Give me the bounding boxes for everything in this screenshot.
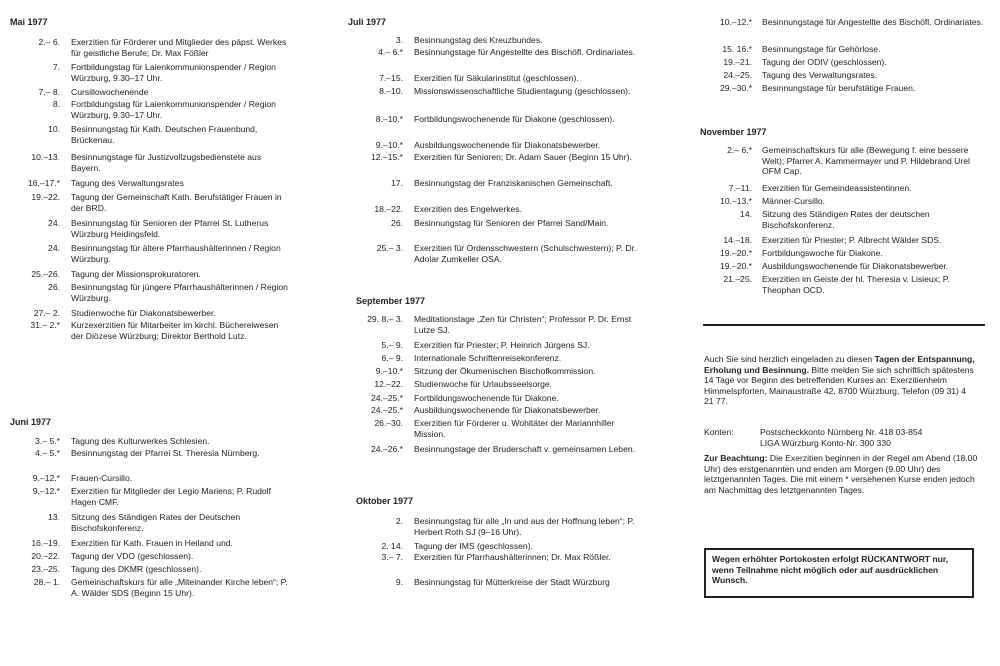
entry-text: Tagung des Verwaltungsrates	[71, 178, 184, 188]
note-label: Zur Beachtung:	[704, 453, 768, 463]
entry-text: Exerzitien für Ordensschwestern (Schulschwestern); P. Dr. Adolar Zumkeller OSA.	[414, 243, 637, 264]
entry-text: Studienwoche für Diakonatsbewerber.	[71, 308, 216, 318]
entry-date: 10.–13.*	[719, 196, 752, 206]
entry-date: 8.–10.*	[375, 114, 403, 124]
entry-text: Besinnungstag für alle „In und aus der Hoffnung leben“; P. Herbert Roth SJ (9–16 Uhr).	[414, 516, 635, 537]
entry-text: Tagung der ODIV (geschlossen).	[762, 57, 887, 67]
entry-date: 9.–12.*	[32, 473, 60, 483]
entry-date: 2. 14.	[381, 541, 403, 551]
entry-date: 15. 16.*	[722, 44, 752, 54]
entry-text: Besinnungstag der Franziskanischen Gemeinschaft.	[414, 178, 613, 188]
entry-date: 6.– 9.	[381, 353, 403, 363]
entry-text: Tagung des DKMR (geschlossen).	[71, 564, 202, 574]
section-divider	[703, 324, 985, 326]
entry-date: 16.–17.*	[27, 178, 60, 188]
entry-text: Besinnungstag für Senioren der Pfarrei Sand/Main.	[414, 218, 609, 228]
entry-date: 9.–12.*	[32, 486, 60, 496]
note-body: Die Exerzitien beginnen in der Regel am Abend (18.00 Uhr) des erstgenannten und enden am Morgen (9.00 Uhr) des letztgenannten Tages. Die mit einem * versehenen Kurse enden jedoch am Nachmittag des letztgenannten Tages.	[704, 453, 978, 495]
entry-text: Tagung der VDO (geschlossen).	[71, 551, 194, 561]
invitation-paragraph	[704, 354, 978, 407]
entry-text: Männer-Cursillo.	[762, 196, 826, 206]
entry-text: Exerzitien für Priester; P. Albrecht Wälder SDS.	[762, 235, 942, 245]
entry-text: Ausbildungswochenende für Diakonatsbewerber.	[414, 405, 601, 415]
entry-date: 12.–22.	[374, 379, 403, 389]
entry-text: Besinnungstage der Bruderschaft v. gemeinsamen Leben.	[414, 444, 636, 454]
entry-text: Besinnungstag der Pfarrei St. Theresia Nürnberg.	[71, 448, 260, 458]
entry-text: Missionswissenschaftliche Studientagung (geschlossen).	[414, 86, 631, 96]
entry-date: 14.–18.	[723, 235, 752, 245]
account-label: Konten:	[704, 427, 734, 437]
entry-text: Exerzitien für Mitglieder der Legio Mariens; P. Rudolf Hagen CMF.	[71, 486, 271, 507]
entry-text: Sitzung der Ökumenischen Bischofkommission.	[414, 366, 596, 376]
entry-date: 26.–30.	[374, 418, 403, 428]
month-heading: Mai 1977	[10, 17, 48, 27]
entry-date: 24.–25.	[723, 70, 752, 80]
entry-text: Internationale Schriftenreisekonferenz.	[414, 353, 562, 363]
entry-date: 24.–25.*	[370, 393, 403, 403]
entry-text: Fortbildungstag für Laienkommunionspender / Region Würzburg, 9.30–17 Uhr.	[71, 99, 276, 120]
entry-date: 24.	[48, 243, 60, 253]
entry-date: 2.– 6.	[38, 37, 60, 47]
entry-date: 3.	[395, 35, 403, 45]
entry-text: Exerzitien für Kath. Frauen in Heiland und.	[71, 538, 233, 548]
entry-text: Tagung des Kulturwerkes Schlesien.	[71, 436, 210, 446]
entry-date: 7.–11.	[728, 183, 752, 193]
invitation-lead: Auch Sie sind herzlich eingeladen zu diesen	[704, 354, 873, 364]
entry-text: Ausbildungswochenende für Diakonatsbewerber.	[414, 140, 601, 150]
entry-text: Fortbildungswochenende für Diakone (geschlossen).	[414, 114, 615, 124]
entry-text: Sitzung des Ständigen Rates der Deutschen Bischofskonferenz.	[71, 512, 241, 533]
entry-text: Exerzitien für Säkularinstitut (geschlossen).	[414, 73, 579, 83]
entry-text: Kurzexerzitien für Mitarbeiter im kirchl. Büchereiwesen der Diözese Würzburg; Direktor Berthold Lutz.	[71, 320, 279, 341]
entry-text: Tagung der Gemeinschaft Kath. Berufstätiger Frauen in der BRD.	[71, 192, 282, 213]
entry-text: Besinnungstag für jüngere Pfarrhaushälterinnen / Region Würzburg.	[71, 282, 288, 303]
entry-date: 4.– 5.*	[35, 448, 60, 458]
entry-text: Ausbildungswochenende für Diakonatsbewerber.	[762, 261, 949, 271]
entry-date: 23.–25.	[31, 564, 60, 574]
month-heading: Oktober 1977	[356, 496, 414, 506]
entry-text: Exerzitien für Priester; P. Heinrich Jürgens SJ.	[414, 340, 590, 350]
entry-text: Besinnungstag des Kreuzbundes.	[414, 35, 543, 45]
invitation-highlight: Tagen der Entspannung, Erholung und Besinnung.	[704, 354, 975, 375]
entry-date: 9.–10.*	[375, 366, 403, 376]
entry-date: 29.–30.*	[719, 83, 752, 93]
entry-date: 29. 8.– 3.	[367, 314, 403, 324]
entry-date: 24.–25.*	[370, 405, 403, 415]
entry-text: Cursillowochenende	[71, 87, 149, 97]
entry-text: Exerzitien für Gemeindeassistentinnen.	[762, 183, 912, 193]
entry-text: Fortbildungstag für Laienkommunionspender / Region Würzburg, 9.30–17 Uhr.	[71, 62, 276, 83]
entry-text: Exerzitien für Pfarrhaushälterinnen; Dr. Max Rößler.	[414, 552, 611, 562]
entry-date: 21.–25.	[723, 274, 752, 284]
entry-date: 17.	[391, 178, 403, 188]
entry-date: 25.– 3.	[376, 243, 403, 253]
entry-text: Besinnungstag für Senioren der Pfarrei St. Lutherus Würzburg Heidingsfeld.	[71, 218, 269, 239]
entry-text: Gemeinschaftskurs für alle (Bewegung f. eine bessere Welt); Pfarrer A. Kammermayer und P. Hildebrand Urel OFM Cap.	[762, 145, 970, 177]
entry-text: Meditationstage „Zen für Christen“; Professor P. Dr. Ernst Lutze SJ.	[414, 314, 632, 335]
entry-text: Exerzitien für Förderer und Mitglieder des päpst. Werkes für geistliche Berufe; Dr. Max Fößler	[71, 37, 287, 58]
entry-date: 3.– 5.*	[35, 436, 60, 446]
month-heading: Juni 1977	[10, 417, 52, 427]
entry-text: Exerzitien des Engelwerkes.	[414, 204, 522, 214]
entry-text: Besinnungstag für Kath. Deutschen Frauenbund, Brückenau.	[71, 124, 258, 145]
month-heading: September 1977	[356, 296, 426, 306]
entry-date: 10.–12.*	[719, 17, 752, 27]
account-line-1: Postscheckkonto Nürnberg Nr. 418 03-854	[760, 427, 923, 437]
entry-date: 26.	[48, 282, 60, 292]
entry-text: Sitzung des Ständigen Rates der deutschen Bischofskonferenz.	[762, 209, 930, 230]
entry-text: Tagung des Verwaltungsrates.	[762, 70, 878, 80]
entry-text: Frauen-Cursillo.	[71, 473, 133, 483]
entry-date: 2.	[395, 516, 403, 526]
entry-text: Gemeinschaftskurs für alle „Miteinander Kirche leben“; P. A. Wälder SDS (Beginn 15 Uhr).	[71, 577, 288, 598]
entry-date: 19.–22.	[31, 192, 60, 202]
entry-date: 27.– 2.	[33, 308, 60, 318]
entry-date: 20.–22.	[31, 551, 60, 561]
entry-text: Studienwoche für Urlaubsseelsorge.	[414, 379, 553, 389]
entry-text: Besinnungstage für Justizvollzugsbedienstete aus Bayern.	[71, 152, 262, 173]
month-heading: November 1977	[700, 127, 767, 137]
entry-date: 7.–15.	[379, 73, 403, 83]
entry-date: 10.	[48, 124, 60, 134]
entry-date: 25.–26.	[31, 269, 60, 279]
entry-date: 28.– 1.	[33, 577, 60, 587]
account-line-2: LIGA Würzburg Konto-Nr. 300 330	[760, 438, 891, 448]
entry-date: 18.–22.	[374, 204, 403, 214]
entry-text: Besinnungstage für Angestellte des Bischöfl. Ordinariates.	[414, 47, 636, 57]
entry-date: 24.	[48, 218, 60, 228]
entry-date: 4.– 6.*	[378, 47, 403, 57]
entry-text: Besinnungstag für ältere Pfarrhaushälterinnen / Region Würzburg.	[71, 243, 281, 264]
entry-date: 13.	[48, 512, 60, 522]
entry-date: 3.– 7.	[381, 552, 403, 562]
entry-date: 31.– 2.*	[30, 320, 60, 330]
entry-date: 19.–21.	[723, 57, 752, 67]
entry-date: 7.	[52, 62, 60, 72]
entry-date: 26.	[391, 218, 403, 228]
entry-date: 10.–13.	[31, 152, 60, 162]
entry-date: 19.–20.*	[719, 248, 752, 258]
entry-date: 12.–15.*	[370, 152, 403, 162]
entry-date: 9.–10.*	[375, 140, 403, 150]
account-details	[704, 427, 978, 449]
entry-date: 24.–26.*	[370, 444, 403, 454]
entry-date: 19.–20.*	[719, 261, 752, 271]
entry-text: Fortbildungswochenende für Diakone.	[414, 393, 559, 403]
entry-text: Tagung der Missionsprokuratoren.	[71, 269, 201, 279]
entry-date: 2.– 6.*	[727, 145, 752, 155]
entry-text: Tagung der IMS (geschlossen).	[414, 541, 533, 551]
entry-text: Exerzitien für Förderer u. Wohltäter der Mariannhiller Mission.	[414, 418, 615, 439]
entry-text: Fortbildungswoche für Diakone.	[762, 248, 883, 258]
entry-date: 16.–19.	[31, 538, 60, 548]
entry-date: 5.– 9.	[381, 340, 403, 350]
entry-text: Besinnungstage für Gehörlose.	[762, 44, 881, 54]
entry-text: Besinnungstage für berufstätige Frauen.	[762, 83, 916, 93]
entry-date: 7.– 8.	[38, 87, 60, 97]
entry-date: 9.	[395, 577, 403, 587]
entry-date: 8.	[52, 99, 60, 109]
entry-text: Besinnungstage für Angestellte des Bischöfl. Ordinariates.	[762, 17, 984, 27]
entry-text: Besinnungstag für Mütterkreise der Stadt Würzburg	[414, 577, 610, 587]
invitation-body: Bitte melden Sie sich schriftlich spätestens 14 Tage vor Beginn des betreffenden Kurses an: Exerzitienheim Himmelspforten, Mainaustraße 42, 8700 Würzburg, Telefon (09 31) 4 21 77.	[704, 364, 974, 407]
entry-date: 8.–10.	[379, 86, 403, 96]
entry-date: 14.	[740, 209, 752, 219]
entry-text: Exerzitien im Geiste der hl. Theresia v. Lisieux; P. Theophan OCD.	[762, 274, 950, 295]
entry-text: Exerzitien für Senioren; Dr. Adam Sauer (Beginn 15 Uhr).	[414, 152, 632, 162]
note-paragraph	[704, 453, 978, 495]
notice-box: Wegen erhöhter Portokosten erfolgt RÜCKANTWORT nur, wenn Teilnahme nicht möglich oder auf ausdrücklichen Wunsch.	[704, 548, 974, 598]
month-heading: Juli 1977	[348, 17, 387, 27]
